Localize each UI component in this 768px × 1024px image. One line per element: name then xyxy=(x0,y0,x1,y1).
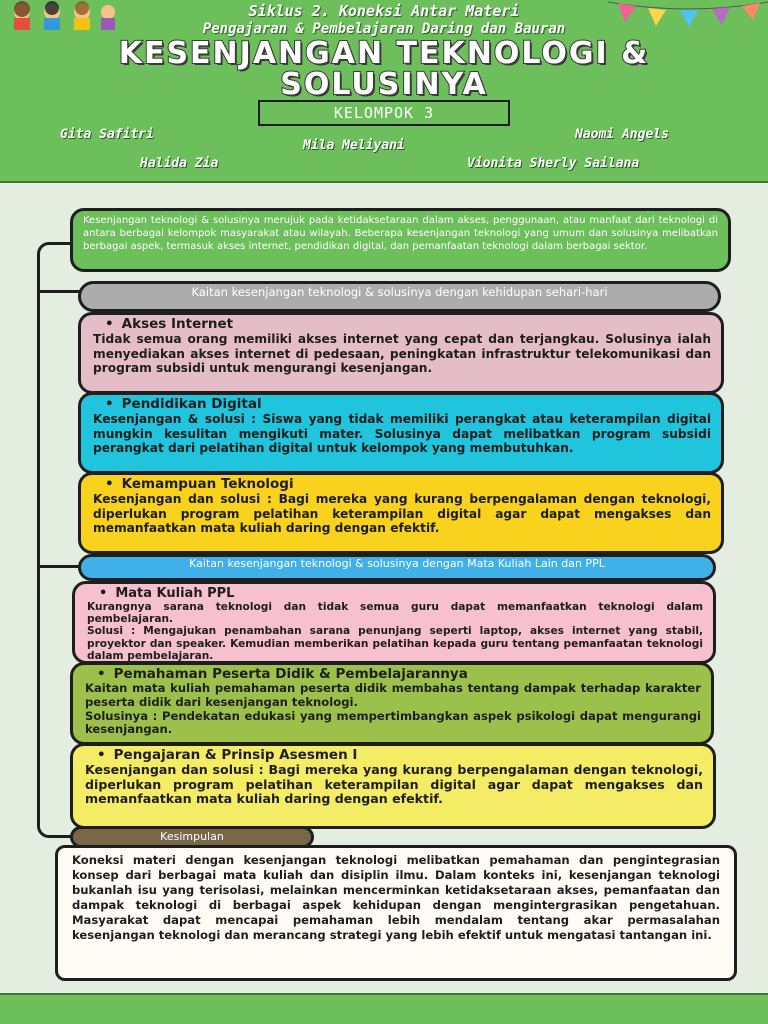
member-name: Halida Zia xyxy=(140,156,219,171)
card-text: Kesenjangan & solusi : Siswa yang tidak memiliki perangkat atau keterampilan digital mungkin kesulitan mengikuti mater. Solusinya dapat melibatkan program subsidi perangkat dari pelatihan digital untuk kelompok yang membutuhkan. xyxy=(93,412,711,455)
conclusion-label: Kesimpulan xyxy=(70,826,314,848)
card-heading: • Akses Internet xyxy=(93,317,711,332)
card-heading: • Pengajaran & Prinsip Asesmen I xyxy=(85,748,703,763)
card-heading: • Mata Kuliah PPL xyxy=(87,586,703,601)
header-banner xyxy=(0,0,768,183)
card-text: Kaitan mata kuliah pemahaman peserta didik membahas tentang dampak terhadap karakter peserta didik dari kesenjangan teknologi. xyxy=(85,681,701,709)
card-heading: • Pendidikan Digital xyxy=(93,397,711,412)
card-text-solution: Solusinya : Pendekatan edukasi yang mempertimbangkan aspek psikologi dapat mengurangi kesenjangan. xyxy=(85,708,701,737)
tech-skills-card xyxy=(78,472,724,554)
member-name: Mila Meliyani xyxy=(303,138,405,153)
ppl-course-card xyxy=(72,581,716,664)
page-title-line1: KESENJANGAN TEKNOLOGI & xyxy=(118,36,650,71)
member-name: Vionita Sherly Sailana xyxy=(467,156,640,171)
member-name: Gita Safitri xyxy=(60,127,154,142)
card-text: Tidak semua orang memiliki akses internet yang cepat dan terjangkau. Solusinya ialah menyediakan akses internet di pedesaan, peningkatan infrastruktur telekomunikasi dan program subsidi untuk mengurangi kesenjangan. xyxy=(93,332,711,375)
conclusion-box: Koneksi materi dengan kesenjangan teknologi melibatkan pemahaman dan pengintegrasian konsep dari berbagai mata kuliah dan disiplin ilmu. Dalam konteks ini, kesenjangan teknologi bukanlah isu yang terisolasi, melainkan mencerminkan ketidaksetaraan akses, pemanfaatan dan dampak teknologi di berbagai aspek kehidupan dengan mengintergrasikan pengetahuan. Masyarakat dapat mencapai pemahaman lebih mendalam tentang akar permasalahan kesenjangan teknologi dan merancang strategi yang lebih efektif untuk mengatasi tantangan ini. xyxy=(55,845,737,981)
member-name: Naomi Angels xyxy=(575,127,669,142)
student-understanding-card xyxy=(70,662,714,745)
card-heading: • Pemahaman Peserta Didik & Pembelajarannya xyxy=(85,667,701,682)
card-heading: • Kemampuan Teknologi xyxy=(93,477,711,492)
digital-education-card xyxy=(78,392,724,474)
connector-tick xyxy=(37,290,81,293)
footer-bar xyxy=(0,993,768,1024)
card-text-solution: Solusi : Mengajukan penambahan sarana penunjang seperti laptop, akses internet yang stabil, proyektor dan speaker. Kemudian memberikan pelatihan kepada guru tentang pemanfaatan teknologi dalam pembelajaran. xyxy=(87,625,703,662)
cycle-subtitle: Siklus 2. Koneksi Antar Materi xyxy=(248,2,520,20)
intro-box: Kesenjangan teknologi & solusinya merujuk pada ketidaksetaraan dalam akses, penggunaan, atau manfaat dari teknologi di antara berbagai kelompok masyarakat atau wilayah. Beberapa kesenjangan teknologi yang umum dan solusinya melibatkan berbagai aspek, termasuk akses internet, pendidikan digital, dan pemanfaatan teknologi dalam berbagai sektor. xyxy=(70,208,731,272)
assessment-card xyxy=(70,743,716,829)
course-subtitle: Pengajaran & Pembelajaran Daring dan Bauran xyxy=(202,21,566,37)
card-text: Kesenjangan dan solusi : Bagi mereka yang kurang berpengalaman dengan teknologi, diperlukan program pelatihan keterampilan digital agar dapat mengakses dan memanfaatkan mata kuliah daring dengan efektif. xyxy=(85,762,703,806)
daily-life-section-header: Kaitan kesenjangan teknologi & solusinya dengan kehidupan sehari-hari xyxy=(78,281,721,312)
group-label: KELOMPOK 3 xyxy=(258,100,510,126)
card-text: Kurangnya sarana teknologi dan tidak semua guru dapat memanfaatkan teknologi dalam pembelajaran. xyxy=(87,601,703,626)
connector-tick xyxy=(37,565,81,568)
course-section-header: Kaitan kesenjangan teknologi & solusinya dengan Mata Kuliah Lain dan PPL xyxy=(78,554,716,581)
internet-access-card xyxy=(78,312,724,394)
card-text: Kesenjangan dan solusi : Bagi mereka yang kurang berpengalaman dengan teknologi, diperlukan program pelatihan keterampilan digital agar dapat mengakses dan memanfaatkan mata kuliah daring dengan efektif. xyxy=(93,492,711,535)
page-title-line2: SOLUSINYA xyxy=(280,67,488,102)
